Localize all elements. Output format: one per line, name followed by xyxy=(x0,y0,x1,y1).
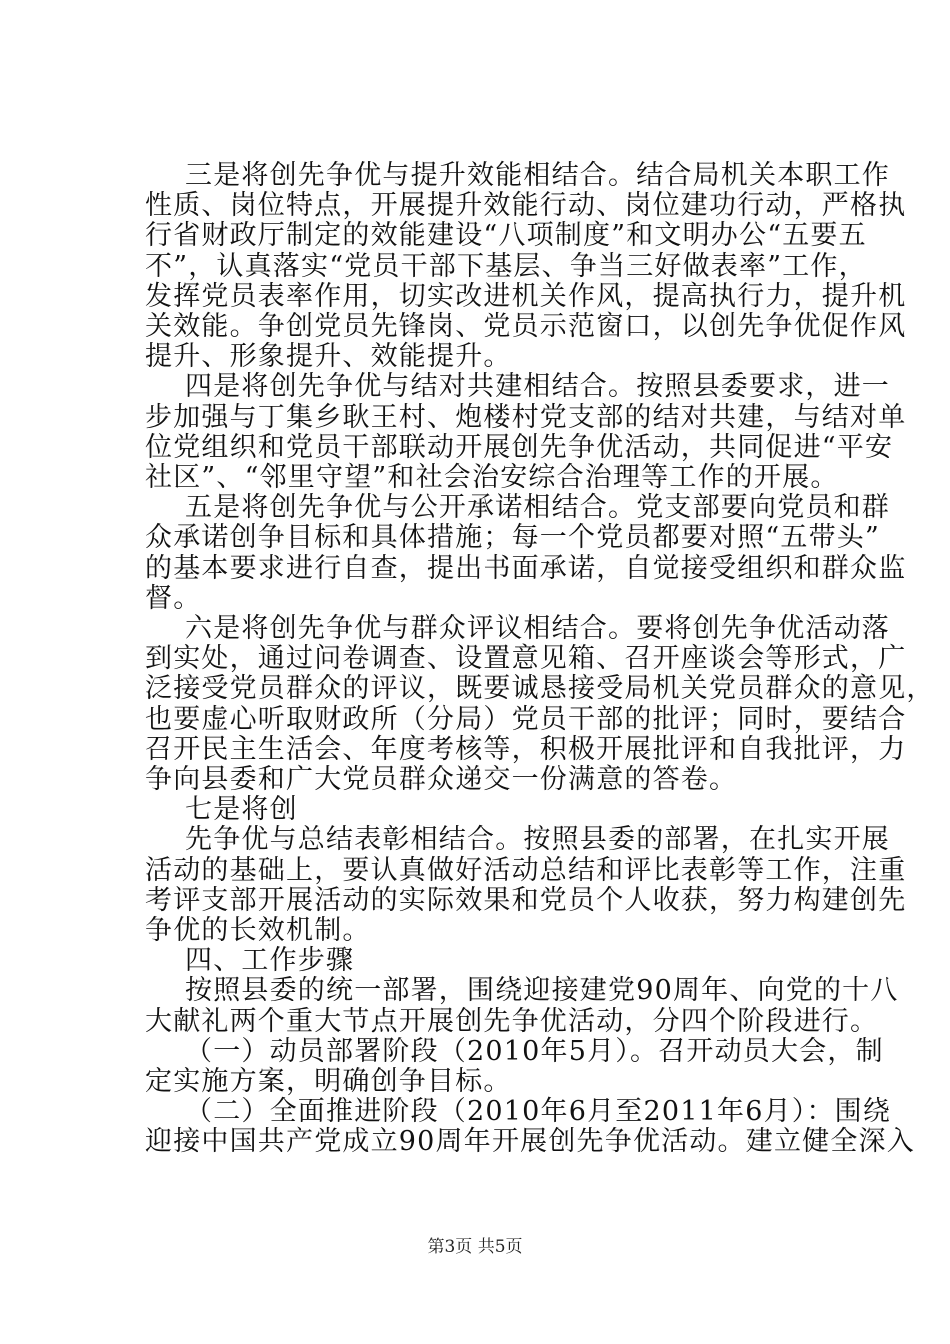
text-line: 先争优与总结表彰相结合。按照县委的部署，在扎实开展 xyxy=(185,824,890,855)
text-line: 督。 xyxy=(145,583,202,614)
text-line: 五是将创先争优与公开承诺相结合。党支部要向党员和群 xyxy=(185,492,890,523)
text-line: 定实施方案，明确创争目标。 xyxy=(145,1066,512,1097)
text-line: 按照县委的统一部署，围绕迎接建党90周年、向党的十八 xyxy=(185,975,899,1006)
text-line: （二）全面推进阶段（2010年6月至2011年6月）：围绕 xyxy=(185,1096,892,1127)
text-line: 位党组织和党员干部联动开展创先争优活动，共同促进“平安 xyxy=(145,432,894,463)
text-line: 活动的基础上，要认真做好活动总结和评比表彰等工作，注重 xyxy=(145,855,907,886)
text-line: 考评支部开展活动的实际效果和党员个人收获，努力构建创先 xyxy=(145,885,907,916)
text-line: 不”，认真落实“党员干部下基层、争当三好做表率”工作， xyxy=(145,251,867,282)
text-line: 行省财政厅制定的效能建设“八项制度”和文明办公“五要五 xyxy=(145,220,867,251)
text-line: （一）动员部署阶段（2010年5月）。召开动员大会，制 xyxy=(185,1036,884,1067)
text-line: 的基本要求进行自查，提出书面承诺，自觉接受组织和群众监 xyxy=(145,553,907,584)
text-line: 发挥党员表率作用，切实改进机关作风，提高执行力，提升机 xyxy=(145,281,907,312)
text-line: 争优的长效机制。 xyxy=(145,915,371,946)
text-line: 步加强与丁集乡耿王村、炮楼村党支部的结对共建，与结对单 xyxy=(145,402,907,433)
text-line: 争向县委和广大党员群众递交一份满意的答卷。 xyxy=(145,764,738,795)
text-line: 迎接中国共产党成立90周年开展创先争优活动。建立健全深入 xyxy=(145,1126,915,1157)
text-line: 大献礼两个重大节点开展创先争优活动，分四个阶段进行。 xyxy=(145,1006,879,1037)
text-line: 四是将创先争优与结对共建相结合。按照县委要求，进一 xyxy=(185,371,890,402)
text-line: 六是将创先争优与群众评议相结合。要将创先争优活动落 xyxy=(185,613,890,644)
page-footer: 第3页 共5页 xyxy=(427,1237,523,1257)
text-line: 三是将创先争优与提升效能相结合。结合局机关本职工作 xyxy=(185,160,890,191)
text-line: 召开民主生活会、年度考核等，积极开展批评和自我批评，力 xyxy=(145,734,907,765)
text-line: 性质、岗位特点，开展提升效能行动、岗位建功行动，严格执 xyxy=(145,190,907,221)
text-line: 四、工作步骤 xyxy=(185,945,355,976)
text-line: 泛接受党员群众的评议，既要诚恳接受局机关党员群众的意见， xyxy=(145,673,935,704)
text-line: 也要虚心听取财政所（分局）党员干部的批评；同时，要结合 xyxy=(145,704,907,735)
text-line: 七是将创 xyxy=(185,794,298,825)
text-line: 到实处，通过问卷调查、设置意见箱、召开座谈会等形式，广 xyxy=(145,643,907,674)
text-line: 关效能。争创党员先锋岗、党员示范窗口，以创先争优促作风 xyxy=(145,311,907,342)
text-line: 社区”、“邻里守望”和社会治安综合治理等工作的开展。 xyxy=(145,462,839,493)
text-line: 众承诺创争目标和具体措施；每一个党员都要对照“五带头” xyxy=(145,522,881,553)
text-line: 提升、形象提升、效能提升。 xyxy=(145,341,512,372)
